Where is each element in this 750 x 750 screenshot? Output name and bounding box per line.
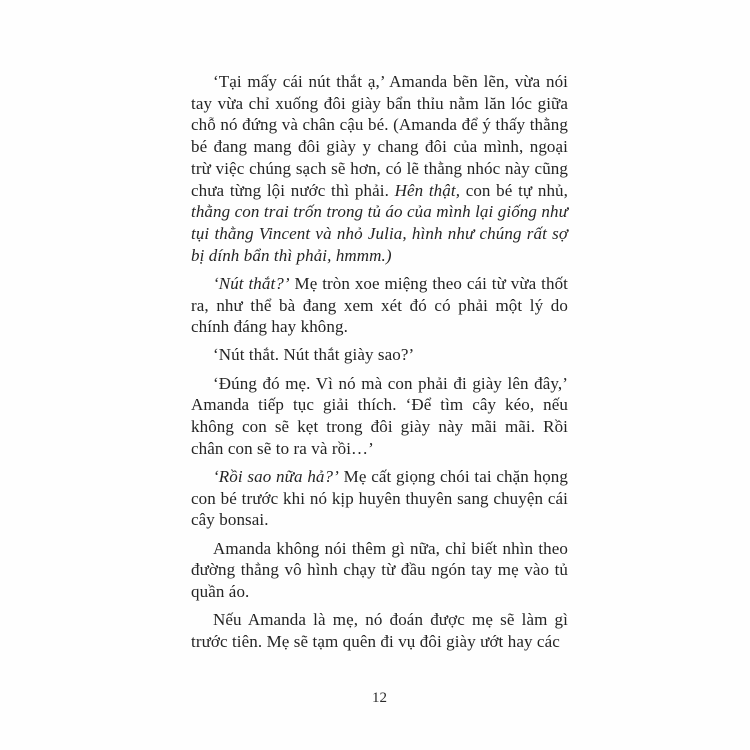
paragraph: [191, 373, 568, 460]
page-number: 12: [372, 690, 387, 706]
paragraph: [191, 609, 568, 652]
text-segment: Nếu Amanda là mẹ, nó đoán được mẹ sẽ làm gì trước tiên. Mẹ sẽ tạm quên đi vụ đôi giày ướt hay các: [191, 610, 568, 651]
paragraph: [191, 466, 568, 531]
text-segment-italic: Hên thật,: [394, 180, 461, 200]
page-text-block: [191, 71, 568, 653]
paragraph: [191, 344, 568, 366]
text-segment-italic: ‘Rồi sao nữa hả?’: [213, 466, 339, 486]
text-segment: Mẹ tròn xoe miệng theo cái từ vừa thốt ra, như thể bà đang xem xét đó có phải một lý do chính đáng hay không.: [191, 273, 568, 337]
paragraph: [191, 538, 568, 603]
text-segment-italic: ‘Nút thắt?’: [213, 273, 290, 293]
text-segment: con bé tự nhủ,: [460, 180, 569, 200]
paragraph: [191, 71, 568, 266]
text-segment: Mẹ cất giọng chói tai chặn họng con bé trước khi nó kịp huyên thuyên sang chuyện cái cây bonsai.: [191, 466, 568, 530]
text-segment: Amanda không nói thêm gì nữa, chỉ biết nhìn theo đường thẳng vô hình chạy từ đầu ngón tay mẹ vào tủ quần áo.: [191, 538, 568, 601]
text-segment-italic: thằng con trai trốn trong tủ áo của mình lại giống như tụi thằng Vincent và nhỏ Julia, hình như chúng rất sợ bị dính bẩn thì phải, hmmm.): [191, 202, 568, 265]
text-segment: ‘Nút thắt. Nút thắt giày sao?’: [213, 345, 415, 365]
text-segment: ‘Đúng đó mẹ. Vì nó mà con phải đi giày lên đây,’ Amanda tiếp tục giải thích. ‘Để tìm cây kéo, nếu không con sẽ kẹt trong đôi giày này mãi mãi. Rồi chân con sẽ to ra và rồi…’: [191, 373, 568, 458]
text-segment: ‘Tại mấy cái nút thắt ạ,’ Amanda bẽn lẽn, vừa nói tay vừa chỉ xuống đôi giày bẩn thỉu nằm lăn lóc giữa chỗ nó đứng và chân cậu bé. (Amanda để ý thấy thằng bé đang mang đôi giày y chang đôi của mình, ngoại trừ việc chúng sạch sẽ hơn, có lẽ thằng nhóc này cũng chưa từng lội nước thì phải.: [191, 72, 568, 200]
paragraph: [191, 273, 568, 338]
